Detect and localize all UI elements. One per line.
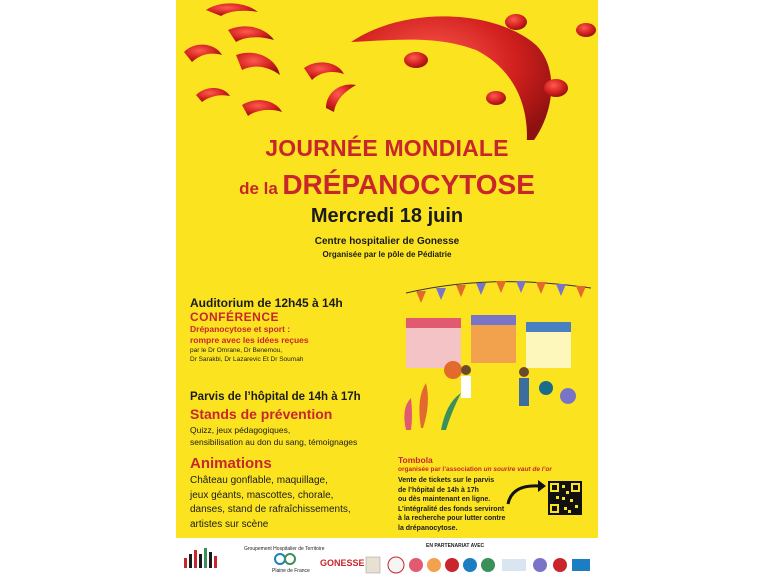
partners-footer [176, 538, 598, 586]
partner-logo [388, 557, 404, 573]
red-blood-cell [486, 91, 506, 105]
partner-logo [502, 559, 526, 571]
go-logo-icon [274, 552, 296, 566]
animations-line: danses, stand de rafraîchissements, [190, 504, 351, 515]
animations-line: Château gonflable, maquillage, [190, 475, 328, 486]
stands-heading: Stands de prévention [190, 406, 333, 422]
partner-logos [364, 554, 594, 576]
conference-speakers-1: par le Dr Omrane, Dr Benemou, [190, 347, 283, 354]
tombola-line: Vente de tickets sur le parvis [398, 477, 495, 484]
tombola-line: L’intégralité des fonds serviront [398, 505, 505, 513]
title-prefix: de la [239, 179, 278, 198]
sickle-cell [184, 45, 222, 62]
event-date: Mercredi 18 juin [310, 205, 464, 227]
large-sickle-cell [351, 16, 551, 140]
tombola-org-prefix: organisée par l’association [398, 466, 484, 473]
tombola-details [398, 476, 505, 533]
ght-line-1: Groupement Hospitalier de Territoire [244, 546, 325, 552]
animations-line: jeux géants, mascottes, chorale, [190, 489, 334, 501]
title-main: DRÉPANOCYTOSE [282, 169, 535, 200]
partner-logo [463, 558, 477, 572]
conference-topic-2: rompre avec les idées reçues [190, 335, 309, 345]
red-blood-cell [576, 23, 596, 37]
arrow-icon [504, 478, 548, 508]
sickle-cell [206, 3, 258, 16]
tombola-line: ou dès maintenant en ligne. [398, 496, 491, 503]
animations-heading: Animations [190, 455, 272, 472]
red-blood-cell [505, 14, 527, 30]
conference-time: Auditorium de 12h45 à 14h [190, 296, 343, 310]
animations-list [190, 474, 351, 532]
qr-code[interactable] [548, 481, 582, 515]
partner-logo [445, 558, 459, 572]
tombola-line: à la recherche pour lutter contre [398, 515, 506, 522]
red-blood-cell [544, 79, 568, 97]
sickle-cell [242, 100, 282, 116]
red-blood-cell [404, 52, 428, 68]
sickle-cell [326, 84, 356, 112]
animations-line: artistes sur scène [190, 518, 269, 530]
poster-title-line2 [176, 169, 598, 201]
sickle-cells-illustration [176, 0, 598, 140]
tombola-org-name: un sourire vaut de l’or [483, 466, 552, 473]
gonesse-logo: GONESSE [320, 558, 365, 568]
partner-logo [366, 557, 380, 573]
tombola-line: de l’hôpital de 14h à 17h [398, 486, 479, 494]
poster-title-line1: JOURNÉE MONDIALE [265, 135, 509, 161]
ght-line-2: Plaine de France [272, 568, 310, 574]
event-location: Centre hospitalier de Gonesse [314, 236, 460, 247]
ght-logo-icon [184, 546, 224, 568]
sickle-cell [196, 88, 230, 102]
event-organizer: Organisée par le pôle de Pédiatrie [322, 250, 452, 259]
sickle-cell [228, 26, 274, 42]
parvis-time: Parvis de l’hôpital de 14h à 17h [190, 391, 361, 403]
tombola-heading: Tombola [398, 455, 433, 465]
partner-logo [572, 559, 590, 571]
sickle-cell [236, 53, 280, 75]
partner-logo [553, 558, 567, 572]
partner-logo [409, 558, 423, 572]
partner-logo [481, 558, 495, 572]
partner-logo [533, 558, 547, 572]
conference-topic-1: Drépanocytose et sport : [190, 324, 291, 334]
stands-line-1: Quizz, jeux pédagogiques, [190, 425, 291, 435]
partner-logo [427, 558, 441, 572]
conference-speakers-2: Dr Sarakbi, Dr Lazarevic Et Dr Soumah [190, 356, 304, 363]
sickle-cell [304, 62, 344, 80]
fair-stands-illustration [401, 258, 596, 433]
event-poster [176, 0, 598, 586]
partners-label: EN PARTENARIAT AVEC [426, 543, 485, 549]
tombola-organizer [398, 466, 552, 473]
conference-heading: CONFÉRENCE [190, 310, 280, 324]
stands-line-2: sensibilisation au don du sang, témoignages [190, 437, 358, 447]
tombola-line: la drépanocytose. [398, 524, 458, 532]
